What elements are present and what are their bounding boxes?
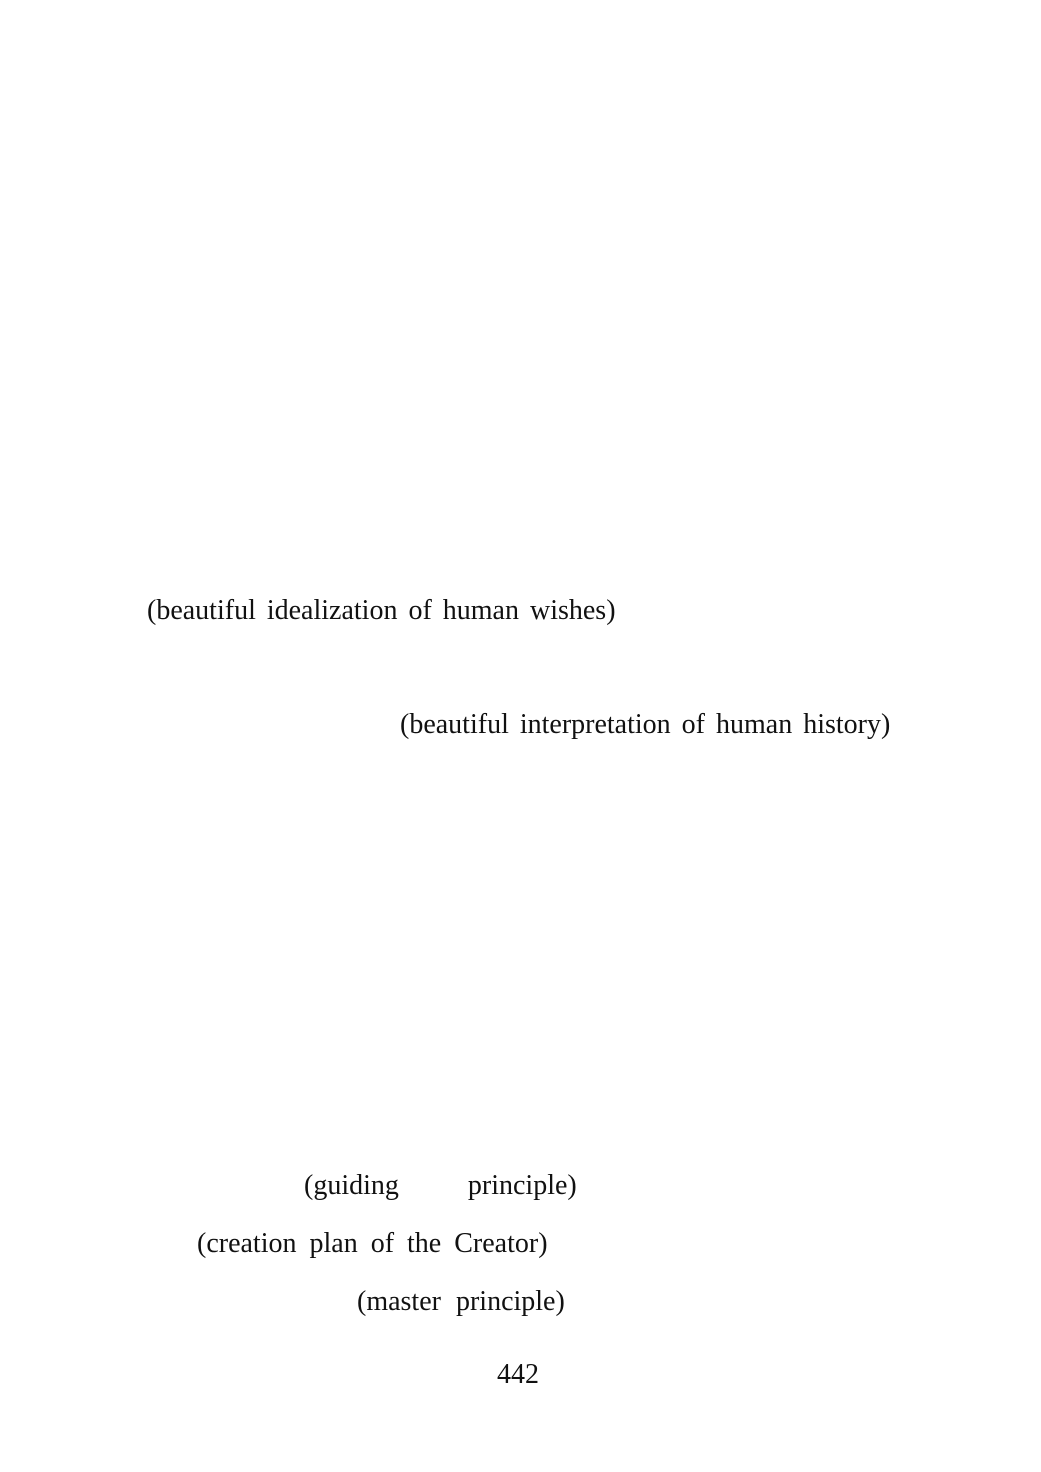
- text-line-creation-plan: (creation plan of the Creator): [197, 1228, 548, 1259]
- text-line-idealization: (beautiful idealization of human wishes): [147, 595, 616, 626]
- page-number: 442: [497, 1359, 539, 1390]
- text-line-guiding-principle: (guiding principle): [304, 1170, 577, 1201]
- text-line-interpretation: (beautiful interpretation of human history): [400, 709, 891, 740]
- text-line-master-principle: (master principle): [357, 1286, 565, 1317]
